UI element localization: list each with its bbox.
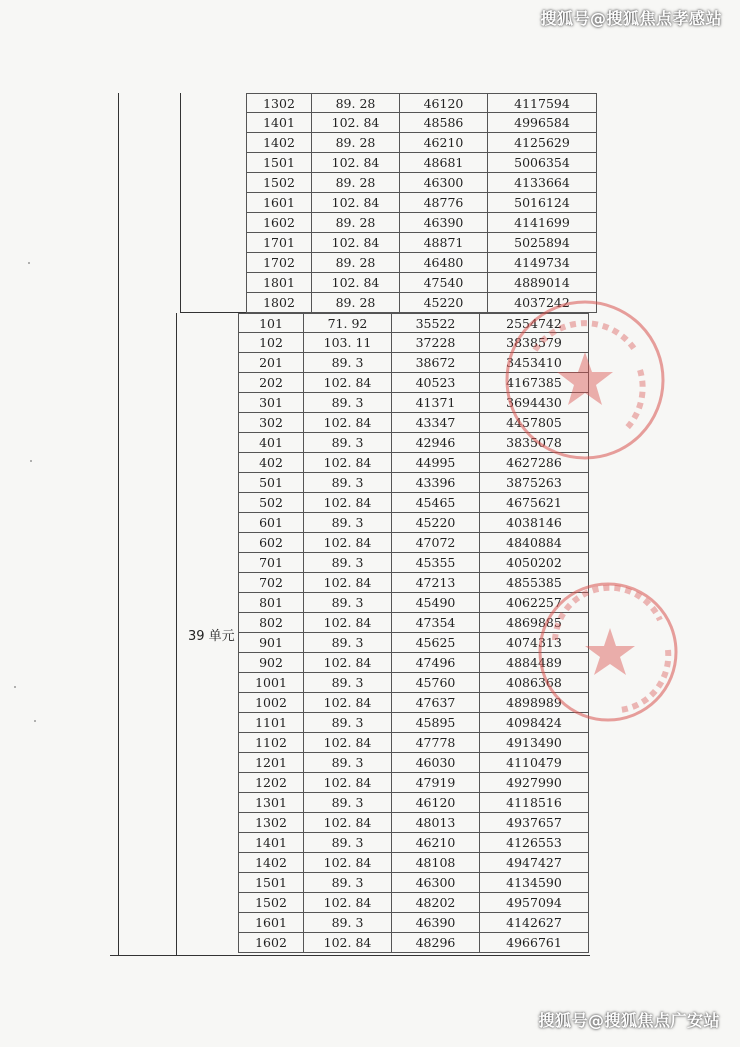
total-price-cell: 4627286: [479, 453, 589, 472]
total-price-cell: 2554742: [479, 314, 589, 332]
total-price-cell: 4457805: [479, 413, 589, 432]
unit-column-left-border: [180, 93, 181, 313]
unit-price-cell: 45490: [391, 593, 479, 612]
unit-column-left-border-lower: [176, 313, 177, 955]
area-cell: 102. 84: [311, 113, 399, 132]
room-number-cell: 701: [238, 553, 303, 572]
total-price-cell: 4855385: [479, 573, 589, 592]
total-price-cell: 5006354: [487, 153, 597, 172]
room-number-cell: 1102: [238, 733, 303, 752]
scan-speck: [14, 686, 16, 688]
room-number-cell: 1401: [246, 113, 311, 132]
room-number-cell: 1801: [246, 273, 311, 292]
unit-price-cell: 35522: [391, 314, 479, 332]
room-number-cell: 1601: [238, 913, 303, 932]
unit-price-cell: 48586: [399, 113, 487, 132]
room-number-cell: 602: [238, 533, 303, 552]
room-number-cell: 1402: [246, 133, 311, 152]
table-row: [238, 533, 589, 553]
table-left-border: [118, 93, 119, 955]
scan-speck: [28, 262, 30, 264]
unit-price-cell: 46030: [391, 753, 479, 772]
area-cell: 102. 84: [303, 613, 391, 632]
table-row: [238, 833, 589, 853]
table-row: [238, 733, 589, 753]
room-number-cell: 1501: [246, 153, 311, 172]
area-cell: 102. 84: [303, 733, 391, 752]
unit-price-cell: 47354: [391, 613, 479, 632]
company-seal-upper: [495, 290, 675, 470]
room-number-cell: 302: [238, 413, 303, 432]
total-price-cell: 4927990: [479, 773, 589, 792]
area-cell: 89. 28: [311, 133, 399, 152]
unit-price-cell: 48776: [399, 193, 487, 212]
table-row: [246, 193, 597, 213]
room-number-cell: 802: [238, 613, 303, 632]
table-row: [238, 853, 589, 873]
table-row: [246, 253, 597, 273]
room-number-cell: 101: [238, 314, 303, 332]
total-price-cell: 4142627: [479, 913, 589, 932]
total-price-cell: 4675621: [479, 493, 589, 512]
unit-price-cell: 47496: [391, 653, 479, 672]
table-row: [238, 893, 589, 913]
total-price-cell: 4957094: [479, 893, 589, 912]
room-number-cell: 201: [238, 353, 303, 372]
area-cell: 102. 84: [303, 653, 391, 672]
scan-speck: [34, 720, 36, 722]
total-price-cell: 4117594: [487, 94, 597, 112]
area-cell: 102. 84: [303, 373, 391, 392]
unit-label: 39 单元: [188, 629, 235, 644]
room-number-cell: 1602: [238, 933, 303, 952]
table-row: [238, 553, 589, 573]
area-cell: 89. 3: [303, 353, 391, 372]
unit-price-cell: 46300: [391, 873, 479, 892]
table-row: [238, 873, 589, 893]
area-cell: 89. 3: [303, 793, 391, 812]
area-cell: 89. 3: [303, 393, 391, 412]
unit-38-table: [246, 93, 597, 313]
area-cell: 89. 28: [311, 253, 399, 272]
unit-price-cell: 45220: [399, 293, 487, 312]
unit-price-cell: 46390: [399, 213, 487, 232]
area-cell: 89. 28: [311, 213, 399, 232]
total-price-cell: 4125629: [487, 133, 597, 152]
total-price-cell: 4889014: [487, 273, 597, 292]
table-bottom-border: [110, 955, 590, 956]
room-number-cell: 402: [238, 453, 303, 472]
unit-price-cell: 45760: [391, 673, 479, 692]
total-price-cell: 4118516: [479, 793, 589, 812]
unit-price-cell: 47637: [391, 693, 479, 712]
unit-price-cell: 47213: [391, 573, 479, 592]
total-price-cell: 4098424: [479, 713, 589, 732]
unit-price-cell: 48013: [391, 813, 479, 832]
unit-price-cell: 45895: [391, 713, 479, 732]
room-number-cell: 1701: [246, 233, 311, 252]
room-number-cell: 502: [238, 493, 303, 512]
area-cell: 102. 84: [311, 233, 399, 252]
total-price-cell: 4996584: [487, 113, 597, 132]
unit-price-cell: 48108: [391, 853, 479, 872]
unit-price-cell: 46120: [399, 94, 487, 112]
total-price-cell: 4050202: [479, 553, 589, 572]
total-price-cell: 4126553: [479, 833, 589, 852]
area-cell: 89. 3: [303, 673, 391, 692]
room-number-cell: 1501: [238, 873, 303, 892]
unit-price-cell: 46300: [399, 173, 487, 192]
total-price-cell: 4086368: [479, 673, 589, 692]
room-number-cell: 1201: [238, 753, 303, 772]
unit-price-cell: 45465: [391, 493, 479, 512]
unit-price-cell: 48202: [391, 893, 479, 912]
unit-price-cell: 42946: [391, 433, 479, 452]
room-number-cell: 1502: [246, 173, 311, 192]
unit-price-cell: 37228: [391, 333, 479, 352]
total-price-cell: 4898989: [479, 693, 589, 712]
area-cell: 102. 84: [311, 273, 399, 292]
area-cell: 102. 84: [303, 693, 391, 712]
area-cell: 89. 28: [311, 94, 399, 112]
area-cell: 89. 3: [303, 433, 391, 452]
scan-speck: [30, 460, 32, 462]
unit-price-cell: 46210: [399, 133, 487, 152]
area-cell: 89. 3: [303, 753, 391, 772]
total-price-cell: 4913490: [479, 733, 589, 752]
watermark-bottom: 搜狐号@搜狐焦点广安站: [538, 1011, 720, 1030]
total-price-cell: 4840884: [479, 533, 589, 552]
table-row: [246, 93, 597, 113]
unit-price-cell: 47778: [391, 733, 479, 752]
room-number-cell: 1502: [238, 893, 303, 912]
room-number-cell: 1301: [238, 793, 303, 812]
unit-price-cell: 47919: [391, 773, 479, 792]
company-seal-lower: [520, 580, 690, 730]
area-cell: 89. 3: [303, 873, 391, 892]
total-price-cell: 4149734: [487, 253, 597, 272]
total-price-cell: 4134590: [479, 873, 589, 892]
unit-price-cell: 41371: [391, 393, 479, 412]
unit-price-cell: 45220: [391, 513, 479, 532]
total-price-cell: 4141699: [487, 213, 597, 232]
room-number-cell: 401: [238, 433, 303, 452]
area-cell: 89. 3: [303, 593, 391, 612]
room-number-cell: 601: [238, 513, 303, 532]
table-row: [238, 793, 589, 813]
area-cell: 89. 3: [303, 833, 391, 852]
room-number-cell: 1402: [238, 853, 303, 872]
room-number-cell: 301: [238, 393, 303, 412]
unit-price-cell: 44995: [391, 453, 479, 472]
room-number-cell: 202: [238, 373, 303, 392]
area-cell: 102. 84: [303, 773, 391, 792]
total-price-cell: 4038146: [479, 513, 589, 532]
table-row: [238, 493, 589, 513]
unit-price-cell: 47540: [399, 273, 487, 292]
area-cell: 89. 3: [303, 633, 391, 652]
total-price-cell: 3453410: [479, 353, 589, 372]
table-row: [246, 213, 597, 233]
unit-price-cell: 48296: [391, 933, 479, 952]
area-cell: 102. 84: [303, 813, 391, 832]
unit-price-cell: 38672: [391, 353, 479, 372]
total-price-cell: 4869885: [479, 613, 589, 632]
unit-price-cell: 46210: [391, 833, 479, 852]
total-price-cell: 4074313: [479, 633, 589, 652]
total-price-cell: 4062257: [479, 593, 589, 612]
room-number-cell: 902: [238, 653, 303, 672]
total-price-cell: 4884489: [479, 653, 589, 672]
table-row: [246, 233, 597, 253]
total-price-cell: 5016124: [487, 193, 597, 212]
room-number-cell: 102: [238, 333, 303, 352]
area-cell: 89. 3: [303, 473, 391, 492]
total-price-cell: 4937657: [479, 813, 589, 832]
unit-price-cell: 40523: [391, 373, 479, 392]
table-row: [246, 113, 597, 133]
total-price-cell: 4133664: [487, 173, 597, 192]
total-price-cell: 4167385: [479, 373, 589, 392]
area-cell: 102. 84: [303, 533, 391, 552]
unit-price-cell: 45355: [391, 553, 479, 572]
area-cell: 89. 3: [303, 913, 391, 932]
table-row: [238, 513, 589, 533]
total-price-cell: 3835078: [479, 433, 589, 452]
table-row: [238, 473, 589, 493]
area-cell: 102. 84: [303, 453, 391, 472]
total-price-cell: 3838579: [479, 333, 589, 352]
room-number-cell: 702: [238, 573, 303, 592]
area-cell: 102. 84: [303, 853, 391, 872]
area-cell: 89. 28: [311, 293, 399, 312]
room-number-cell: 1001: [238, 673, 303, 692]
table-row: [238, 753, 589, 773]
watermark-top: 搜狐号@搜狐焦点孝感站: [540, 9, 722, 28]
room-number-cell: 1101: [238, 713, 303, 732]
area-cell: 71. 92: [303, 314, 391, 332]
table-row: [238, 813, 589, 833]
area-cell: 102. 84: [303, 893, 391, 912]
room-number-cell: 501: [238, 473, 303, 492]
room-number-cell: 1302: [246, 94, 311, 112]
area-cell: 102. 84: [311, 193, 399, 212]
table-row: [238, 933, 589, 953]
unit-price-cell: 48871: [399, 233, 487, 252]
unit-price-cell: 46390: [391, 913, 479, 932]
unit-price-cell: 43347: [391, 413, 479, 432]
area-cell: 89. 3: [303, 713, 391, 732]
unit-price-cell: 46120: [391, 793, 479, 812]
area-cell: 103. 11: [303, 333, 391, 352]
table-row: [246, 153, 597, 173]
total-price-cell: 3694430: [479, 393, 589, 412]
total-price-cell: 4110479: [479, 753, 589, 772]
total-price-cell: 5025894: [487, 233, 597, 252]
room-number-cell: 1401: [238, 833, 303, 852]
room-number-cell: 1602: [246, 213, 311, 232]
area-cell: 102. 84: [311, 153, 399, 172]
area-cell: 102. 84: [303, 933, 391, 952]
unit-divider-line: [180, 312, 246, 313]
unit-price-cell: 43396: [391, 473, 479, 492]
table-row: [238, 913, 589, 933]
area-cell: 102. 84: [303, 573, 391, 592]
area-cell: 89. 3: [303, 553, 391, 572]
unit-price-cell: 47072: [391, 533, 479, 552]
area-cell: 89. 3: [303, 513, 391, 532]
room-number-cell: 801: [238, 593, 303, 612]
table-row: [246, 173, 597, 193]
table-row: [246, 133, 597, 153]
table-row: [238, 773, 589, 793]
area-cell: 102. 84: [303, 493, 391, 512]
unit-price-cell: 45625: [391, 633, 479, 652]
unit-price-cell: 48681: [399, 153, 487, 172]
unit-price-cell: 46480: [399, 253, 487, 272]
room-number-cell: 1802: [246, 293, 311, 312]
total-price-cell: 4966761: [479, 933, 589, 952]
room-number-cell: 1002: [238, 693, 303, 712]
room-number-cell: 1202: [238, 773, 303, 792]
room-number-cell: 901: [238, 633, 303, 652]
total-price-cell: 4037242: [487, 293, 597, 312]
total-price-cell: 4947427: [479, 853, 589, 872]
room-number-cell: 1302: [238, 813, 303, 832]
area-cell: 89. 28: [311, 173, 399, 192]
total-price-cell: 3875263: [479, 473, 589, 492]
room-number-cell: 1702: [246, 253, 311, 272]
area-cell: 102. 84: [303, 413, 391, 432]
room-number-cell: 1601: [246, 193, 311, 212]
